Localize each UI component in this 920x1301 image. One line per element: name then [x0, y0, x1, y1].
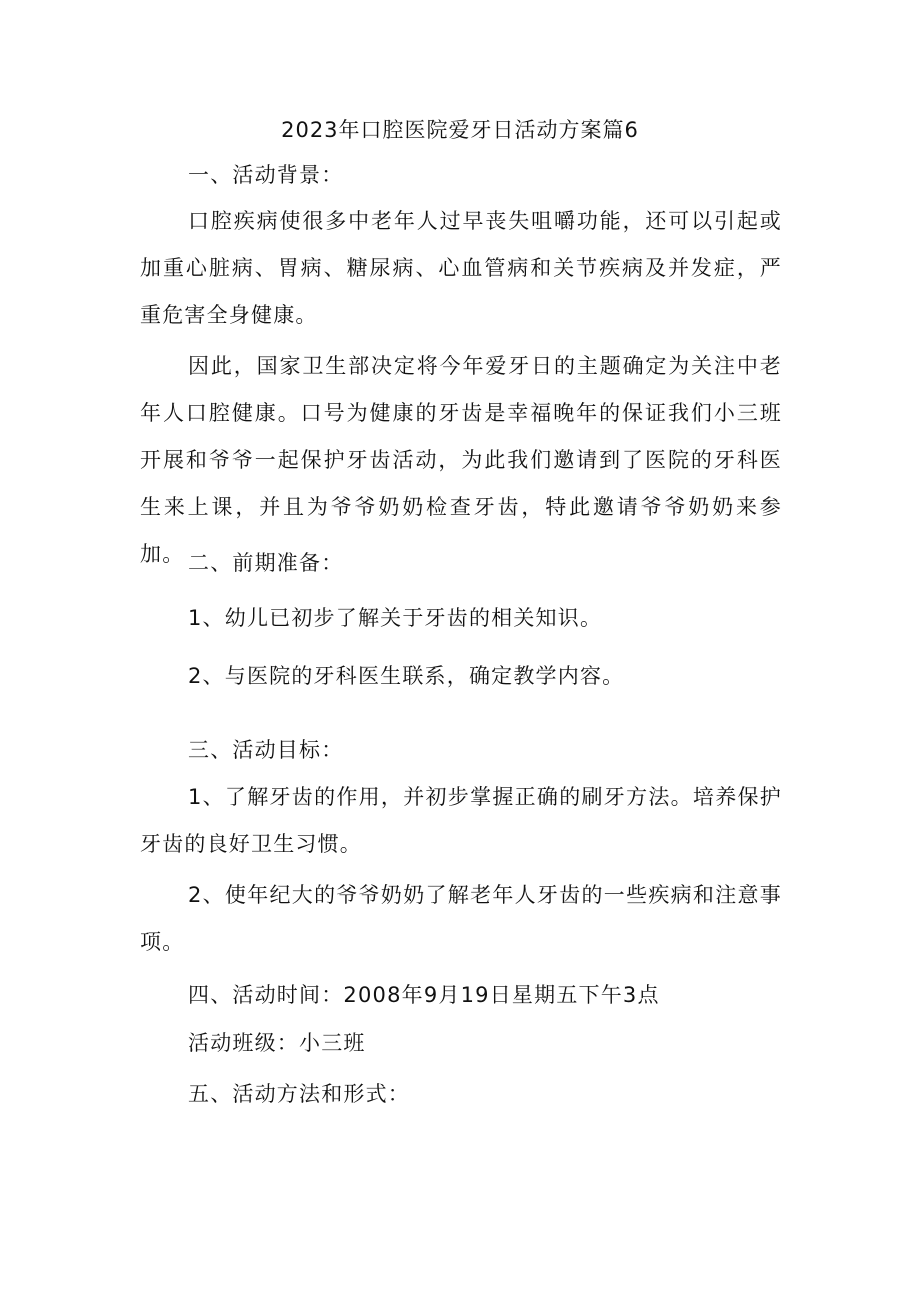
section-heading-time: 四、活动时间：2008年9月19日星期五下午3点	[188, 983, 660, 1007]
preparation-item-2: 2、与医院的牙科医生联系，确定教学内容。	[188, 664, 625, 688]
section-heading-background: 一、活动背景：	[188, 163, 344, 187]
preparation-item-1: 1、幼儿已初步了解关于牙齿的相关知识。	[188, 606, 603, 630]
goal-item-2: 2、使年纪大的爷爷奶奶了解老年人牙齿的一些疾病和注意事项。	[140, 883, 782, 954]
paragraph-background-2: 因此，国家卫生部决定将今年爱牙日的主题确定为关注中老年人口腔健康。口号为健康的牙齿是幸福晚年的保证我们小三班开展和爷爷一起保护牙齿活动，为此我们邀请到了医院的牙科医生来上课，并且为爷爷奶奶检查牙齿，特此邀请爷爷奶奶来参加。	[140, 354, 782, 566]
section-heading-goals: 三、活动目标：	[188, 738, 344, 762]
goal-item-1: 1、了解牙齿的作用，并初步掌握正确的刷牙方法。培养保护牙齿的良好卫生习惯。	[140, 785, 782, 856]
paragraph-background-1: 口腔疾病使很多中老年人过早丧失咀嚼功能，还可以引起或加重心脏病、胃病、糖尿病、心血管病和关节疾病及并发症，严重危害全身健康。	[140, 209, 782, 327]
section-heading-methods: 五、活动方法和形式：	[188, 1082, 410, 1106]
activity-class-line: 活动班级：小三班	[188, 1031, 366, 1055]
document-title: 2023年口腔医院爱牙日活动方案篇6	[281, 118, 639, 142]
section-heading-preparation: 二、前期准备：	[188, 551, 344, 575]
